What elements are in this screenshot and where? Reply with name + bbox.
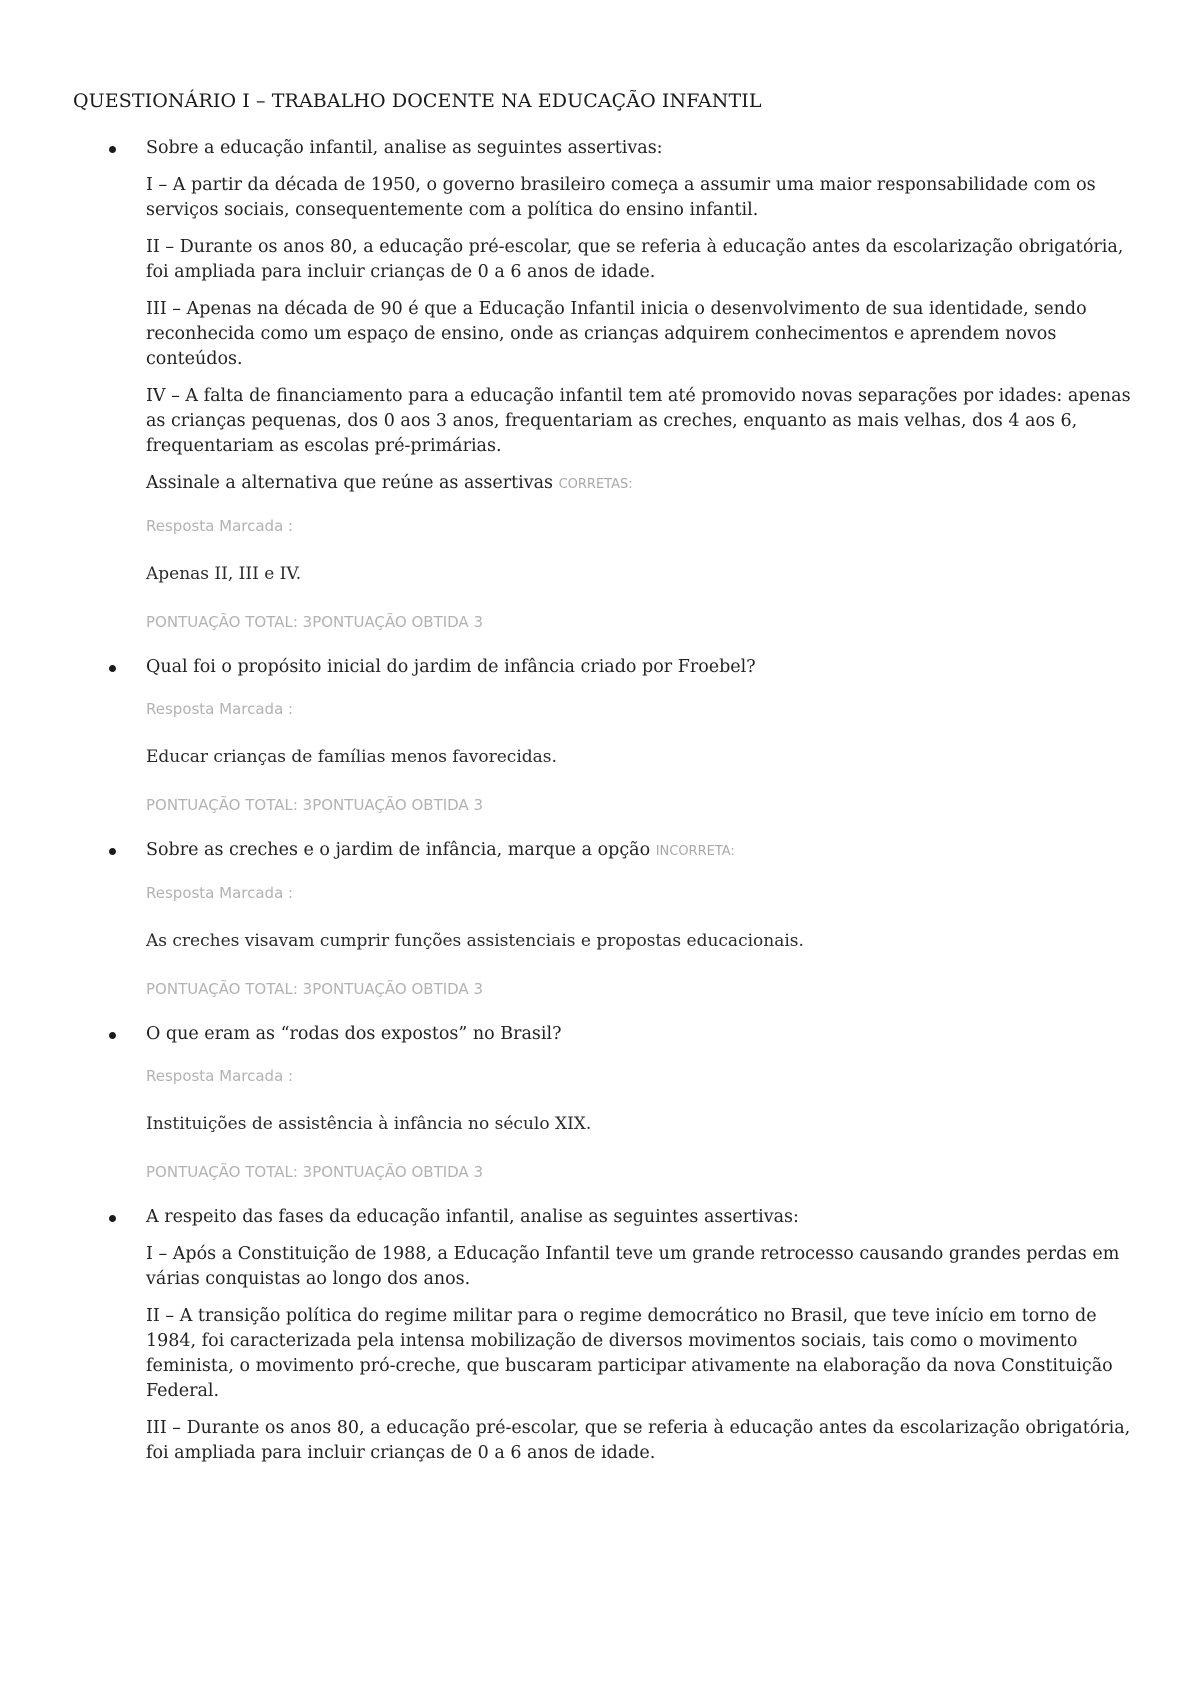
assertion: IV – A falta de financiamento para a educação infantil tem até promovido novas separações por idades: apenas as crianças pequenas, dos 0 aos 3 anos, frequentariam as creches, enquanto as mais velhas, dos 4 aos 6, frequentariam as escolas pré-primárias. bbox=[146, 386, 1131, 456]
assertion: II – Durante os anos 80, a educação pré-escolar, que se referia à educação antes da escolarização obrigatória, foi ampliada para incluir crianças de 0 a 6 anos de idade. bbox=[146, 237, 1124, 282]
response-label: Resposta Marcada : bbox=[146, 517, 294, 535]
page-title: QUESTIONÁRIO I – TRABALHO DOCENTE NA EDUCAÇÃO INFANTIL bbox=[73, 90, 762, 112]
question-item bbox=[73, 1022, 1140, 1183]
bullet-icon bbox=[109, 848, 116, 855]
response-label: Resposta Marcada : bbox=[146, 884, 294, 902]
assertion: III – Apenas na década de 90 é que a Educação Infantil inicia o desenvolvimento de sua identidade, sendo reconhecida como um espaço de ensino, onde as crianças adquirem conhecimentos e aprendem novos conteúdos. bbox=[146, 299, 1087, 369]
response-label: Resposta Marcada : bbox=[146, 700, 294, 718]
bullet-icon bbox=[109, 1032, 116, 1039]
question-text: O que eram as “rodas dos expostos” no Brasil? bbox=[146, 1024, 562, 1044]
question-text: Sobre a educação infantil, analise as seguintes assertivas: bbox=[146, 138, 663, 158]
assertion: III – Durante os anos 80, a educação pré-escolar, que se referia à educação antes da escolarização obrigatória, foi ampliada para incluir crianças de 0 a 6 anos de idade. bbox=[146, 1418, 1131, 1463]
question-item bbox=[73, 136, 1140, 633]
question-item bbox=[73, 655, 1140, 816]
instruction bbox=[146, 471, 1140, 497]
marked-answer: As creches visavam cumprir funções assistenciais e propostas educacionais. bbox=[146, 931, 804, 951]
bullet-icon bbox=[109, 1215, 116, 1222]
question-text: A respeito das fases da educação infantil, analise as seguintes assertivas: bbox=[146, 1207, 799, 1227]
question-item bbox=[73, 838, 1140, 1000]
question-highlight: INCORRETA: bbox=[655, 844, 735, 859]
marked-answer: Apenas II, III e IV. bbox=[146, 564, 302, 584]
instruction-text: Assinale a alternativa que reúne as assertivas bbox=[146, 473, 554, 493]
score-line: PONTUAÇÃO TOTAL: 3PONTUAÇÃO OBTIDA 3 bbox=[146, 980, 484, 998]
question-item bbox=[73, 1205, 1140, 1466]
assertion: II – A transição política do regime militar para o regime democrático no Brasil, que teve início em torno de 1984, foi caracterizada pela intensa mobilização de diversos movimentos sociais, tais como o movimento feminista, o movimento pró-creche, que buscaram participar ativamente na elaboração da nova Constituição Federal. bbox=[146, 1306, 1113, 1401]
marked-answer: Instituições de assistência à infância no século XIX. bbox=[146, 1114, 592, 1134]
score-line: PONTUAÇÃO TOTAL: 3PONTUAÇÃO OBTIDA 3 bbox=[146, 1163, 484, 1181]
question-text bbox=[146, 838, 1140, 864]
assertion: I – Após a Constituição de 1988, a Educação Infantil teve um grande retrocesso causando grandes perdas em várias conquistas ao longo dos anos. bbox=[146, 1244, 1120, 1289]
bullet-icon bbox=[109, 146, 116, 153]
question-text-main: Sobre as creches e o jardim de infância, marque a opção bbox=[146, 840, 651, 860]
score-line: PONTUAÇÃO TOTAL: 3PONTUAÇÃO OBTIDA 3 bbox=[146, 796, 484, 814]
instruction-highlight: CORRETAS: bbox=[558, 477, 633, 492]
question-text: Qual foi o propósito inicial do jardim de infância criado por Froebel? bbox=[146, 657, 756, 677]
score-line: PONTUAÇÃO TOTAL: 3PONTUAÇÃO OBTIDA 3 bbox=[146, 613, 484, 631]
bullet-icon bbox=[109, 665, 116, 672]
marked-answer: Educar crianças de famílias menos favorecidas. bbox=[146, 747, 557, 767]
response-label: Resposta Marcada : bbox=[146, 1067, 294, 1085]
question-list bbox=[73, 136, 1140, 1466]
assertion: I – A partir da década de 1950, o governo brasileiro começa a assumir uma maior responsabilidade com os serviços sociais, consequentemente com a política do ensino infantil. bbox=[146, 175, 1096, 220]
